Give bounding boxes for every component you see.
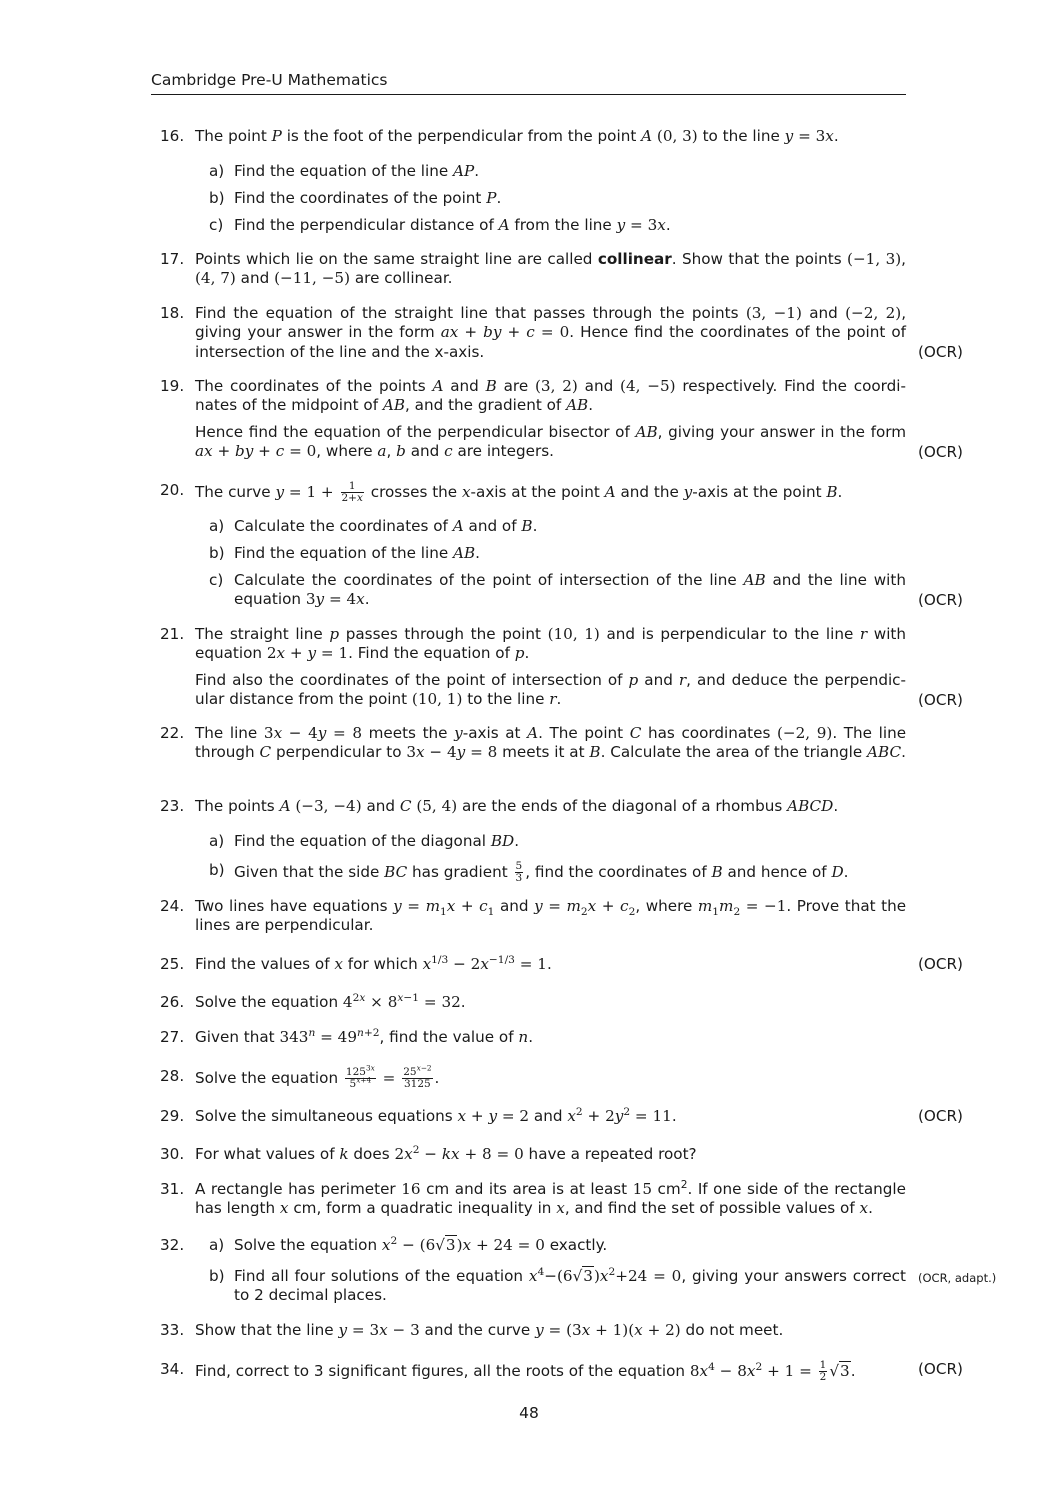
page-number: 48 <box>519 1404 539 1422</box>
question-34: 34. Find, correct to 3 significant figures, all the roots of the equation $8x^4 - 8x^2 + 1$ = $\frac{1}{2}$ √3. <box>160 1359 856 1383</box>
part-label: a) <box>209 517 225 535</box>
question-23a: a) Find the equation of the diagonal BD. <box>209 832 520 850</box>
question-number: 28. <box>160 1067 185 1085</box>
question-20c: c) Calculate the coordinates of the point of intersection of the line AB and the line with equation 3y = 4x. <box>209 571 906 609</box>
question-23b: b) Given that the side BC has gradient $\frac{5}{3}$ , find the coordinates of B and hence of D. <box>209 860 849 884</box>
question-30: 30. For what values of k does $2x^2$ − kx + 8 = 0 have a repeated root? <box>160 1142 697 1163</box>
question-18: 18. Find the equation of the straight line that passes through the points (3, −1) and (−2, 2), giving your answer in the form ax + by + c = 0. Hence find the coordinates of the point of intersection of the line and the x-axis. <box>160 304 907 361</box>
question-17: 17. Points which lie on the same straight line are called collinear. Show that the points (−1, 3), (4, 7) and (−11, −5) are collinear. <box>160 250 906 288</box>
source-tag: (OCR) <box>918 1360 963 1378</box>
question-32a: a) Solve the equation $x^2 - (6√3)x + 24 = 0$ exactly. <box>209 1233 608 1254</box>
fraction: $\frac{1}{2+x}$ <box>341 480 363 504</box>
question-26: 26. Solve the equation $4^{2x} \times 8^{x-1} = 32$. <box>160 990 466 1011</box>
question-number: 30. <box>160 1145 185 1163</box>
source-tag: (OCR) <box>918 691 963 709</box>
question-16a: a) Find the equation of the line AP. <box>209 162 480 180</box>
part-label: b) <box>209 544 225 562</box>
question-number: 21. <box>160 625 185 643</box>
question-19: 19. The coordinates of the points A and B are (3, 2) and (4, −5) respectively. Find the coordi- nates of the midpoint of AB, and the gradient of AB. <box>160 377 907 415</box>
source-tag: (OCR) <box>918 591 963 609</box>
question-27: 27. Given that $343^n = 49^{n+2}$, find the value of n. <box>160 1025 534 1046</box>
question-number: 33. <box>160 1321 185 1339</box>
header-rule <box>151 94 906 95</box>
question-32b: b) Find all four solutions of the equation $x^4-(6√3)x^2+24 = 0$, giving your answers correct to 2 decimal places. <box>209 1264 906 1305</box>
question-22: 22. The line 3x − 4y = 8 meets the y-axis at A. The point C has coordinates (−2, 9). The line through C perpendicular to 3x − 4y = 8 meets it at B. Calculate the area of the triangle ABC. <box>160 724 907 762</box>
question-20: 20. The curve y = 1 + $\frac{1}{2+x}$ crosses the x-axis at the point A and the y-axis at the point B. <box>160 480 843 504</box>
question-19-continuation: Hence find the equation of the perpendicular bisector of AB, giving your answer in the form ax + by + c = 0, where a, b and c are integers. <box>195 423 907 461</box>
question-33: 33. Show that the line y = 3x − 3 and the curve y = (3x + 1)(x + 2) do not meet. <box>160 1321 784 1339</box>
source-tag: (OCR, adapt.) <box>918 1271 997 1285</box>
part-label: b) <box>209 189 225 207</box>
part-label: b) <box>209 1267 225 1285</box>
part-label: a) <box>209 1236 225 1254</box>
question-number: 23. <box>160 797 185 815</box>
question-number: 34. <box>160 1360 185 1378</box>
question-16c: c) Find the perpendicular distance of A from the line y = 3x. <box>209 216 671 234</box>
term-collinear: collinear <box>597 250 672 268</box>
fraction: $\frac{125^{3x}}{5^{x+4}}$ <box>345 1063 375 1090</box>
question-number: 22. <box>160 724 185 742</box>
question-number: 18. <box>160 304 185 322</box>
part-label: b) <box>209 861 225 879</box>
part-label: c) <box>209 216 224 234</box>
question-number: 26. <box>160 993 185 1011</box>
source-tag: (OCR) <box>918 343 963 361</box>
question-number: 19. <box>160 377 185 395</box>
question-25: 25. Find the values of x for which $x^{1/3} - 2x^{-1/3} = 1$. <box>160 952 552 973</box>
question-number: 25. <box>160 955 185 973</box>
question-28: 28. Solve the equation $\frac{125^{3x}}{5^{x+4}}$ = $\frac{25^{x-2}}{3125}$ . <box>160 1063 440 1090</box>
source-tag: (OCR) <box>918 955 963 973</box>
question-number: 32. <box>160 1236 185 1254</box>
fraction: $\frac{5}{3}$ <box>515 860 523 884</box>
source-tag: (OCR) <box>918 443 963 461</box>
question-number: 20. <box>160 481 185 499</box>
fraction: $\frac{1}{2}$ <box>819 1359 827 1383</box>
part-label: c) <box>209 571 224 589</box>
question-20a: a) Calculate the coordinates of A and of B. <box>209 517 538 535</box>
question-29: 29. Solve the simultaneous equations x + y = 2 and $x^2 + 2y^2 = 11$. <box>160 1104 677 1125</box>
question-number: 16. <box>160 127 185 145</box>
question-23: 23. The points A (−3, −4) and C (5, 4) are the ends of the diagonal of a rhombus ABCD. <box>160 797 839 815</box>
question-number: 17. <box>160 250 185 268</box>
part-label: a) <box>209 832 225 850</box>
part-label: a) <box>209 162 225 180</box>
question-16: 16. The point P is the foot of the perpendicular from the point A (0, 3) to the line y = 3x. <box>160 127 839 145</box>
question-number: 29. <box>160 1107 185 1125</box>
question-21-continuation: Find also the coordinates of the point of intersection of p and r, and deduce the perpendic- ular distance from the point (10, 1) to the line r. <box>195 671 907 709</box>
source-tag: (OCR) <box>918 1107 963 1125</box>
question-16b: b) Find the coordinates of the point P. <box>209 189 502 207</box>
question-24: 24. Two lines have equations $y = m_1x + c_1$ and $y = m_2x + c_2$, where $m_1m_2 = -1$. Prove that the lines are perpendicular. <box>160 897 907 935</box>
question-20b: b) Find the equation of the line AB. <box>209 544 480 562</box>
question-number: 31. <box>160 1180 185 1198</box>
question-21: 21. The straight line p passes through the point (10, 1) and is perpendicular to the line r with equation 2x + y = 1. Find the equation of p. <box>160 625 907 663</box>
question-number: 24. <box>160 897 185 915</box>
question-number: 27. <box>160 1028 185 1046</box>
running-head: Cambridge Pre-U Mathematics <box>151 71 388 89</box>
fraction: $\frac{25^{x-2}}{3125}$ <box>403 1063 432 1090</box>
question-31: 31. A rectangle has perimeter 16 cm and its area is at least 15 $cm^2$. If one side of the rectangle has length x cm, form a quadratic inequality in x, and find the set of possible values of x. <box>160 1177 906 1218</box>
